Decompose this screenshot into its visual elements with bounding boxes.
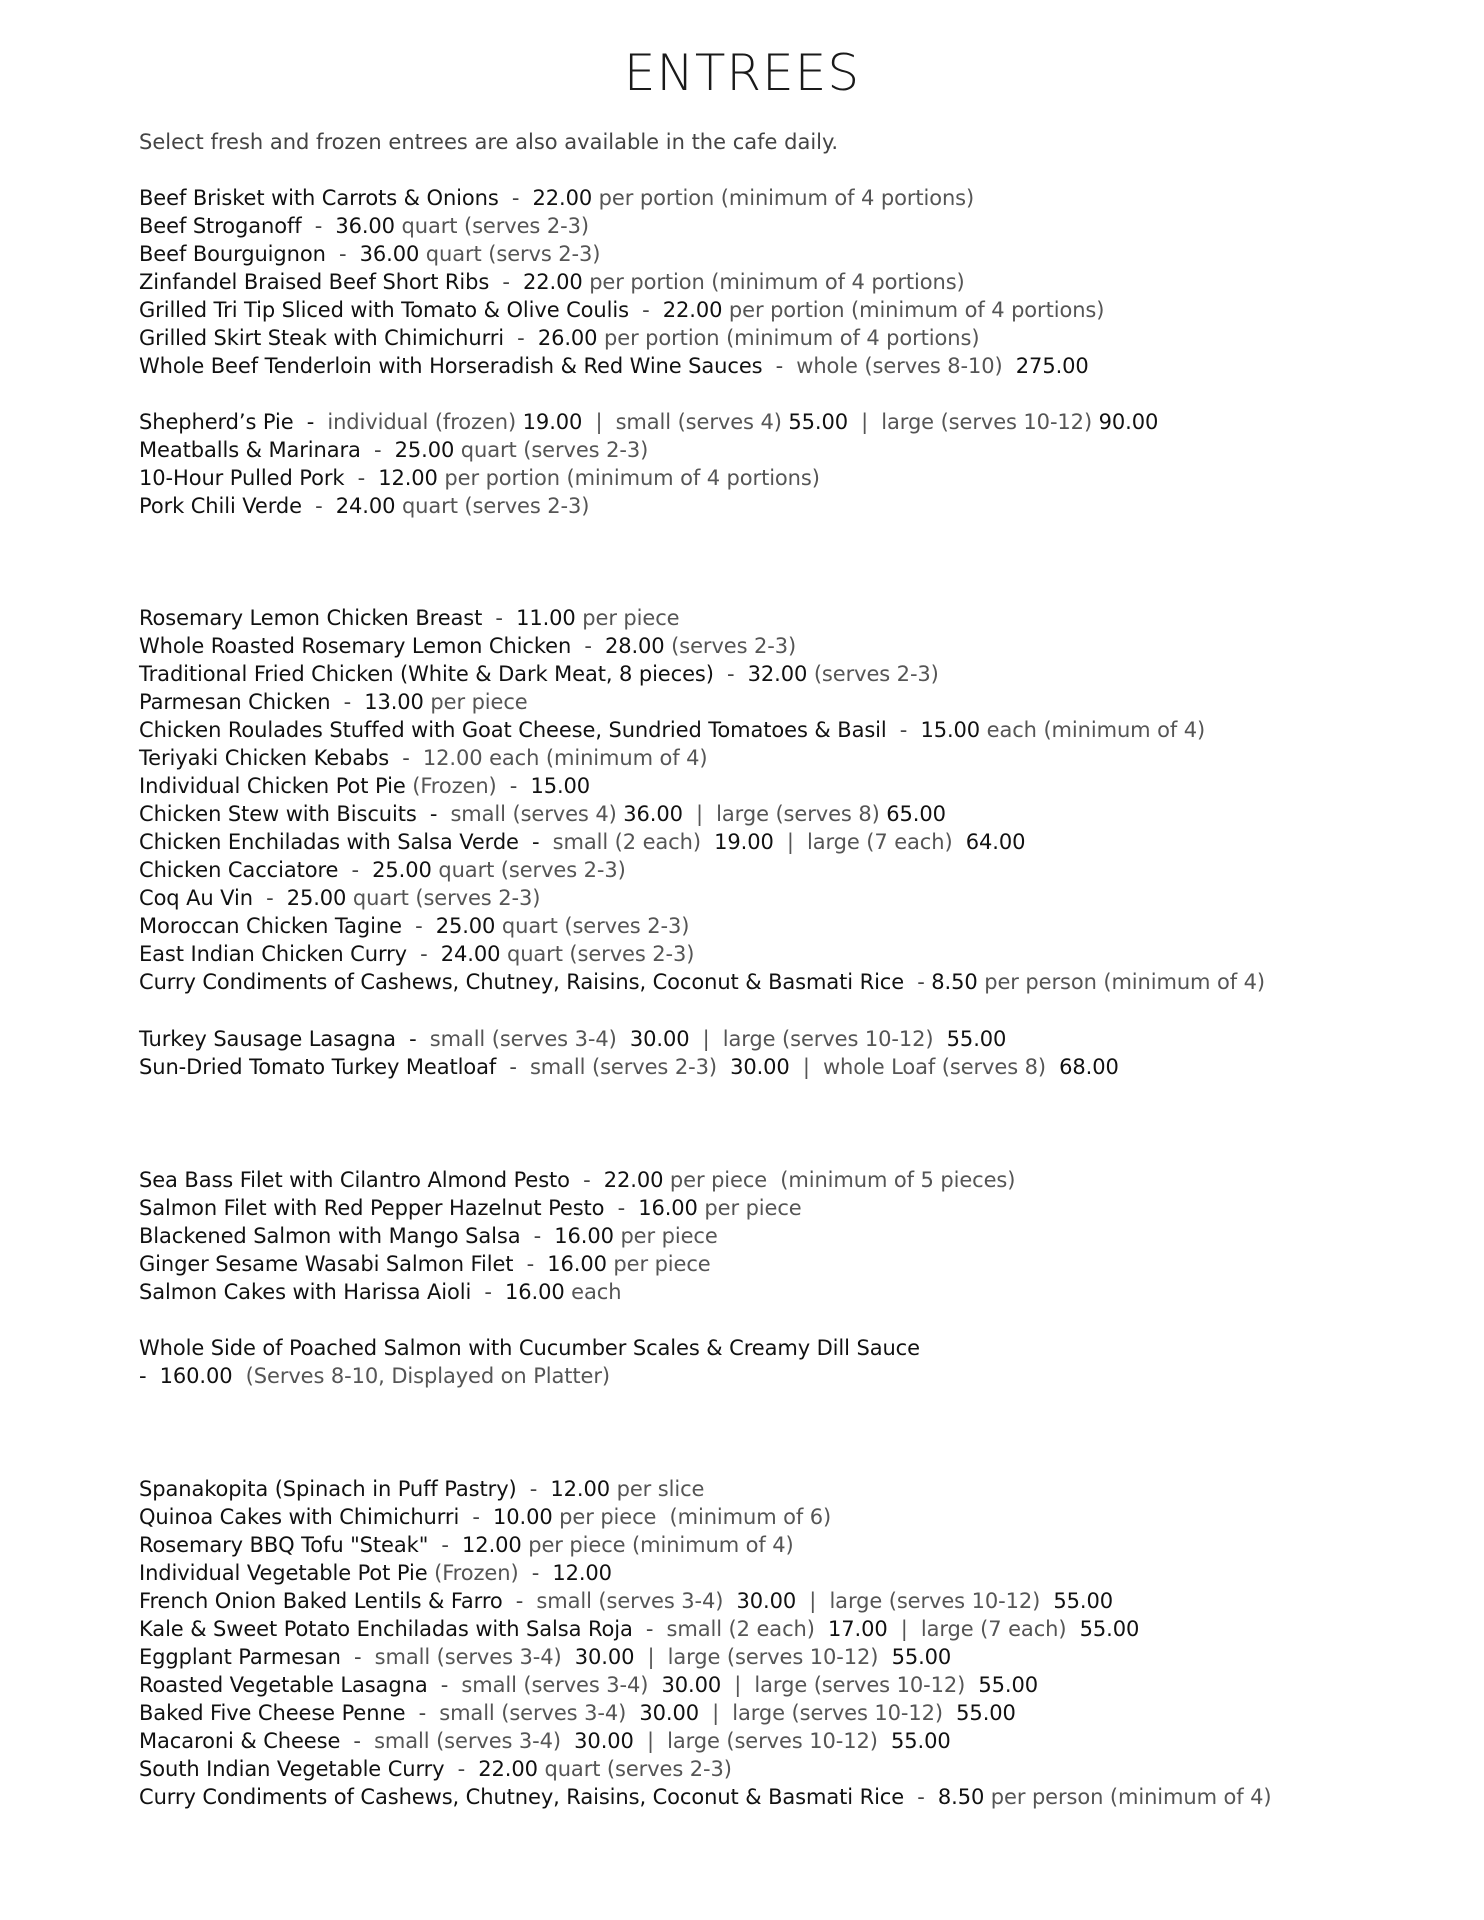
item-name: Curry Condiments of Cashews, Chutney, Raisins, Coconut & Basmati Rice xyxy=(139,970,905,994)
item-name: Eggplant Parmesan xyxy=(139,1645,341,1669)
item-price: 17.00 xyxy=(827,1617,888,1641)
item-price: 55.00 xyxy=(788,410,848,434)
item-note: large (serves 8) xyxy=(716,802,887,826)
item-price: 30.00 xyxy=(639,1701,699,1725)
option-divider: | xyxy=(796,1589,830,1613)
item-price: 12.00 xyxy=(550,1477,611,1501)
item-price: 8.50 xyxy=(931,970,978,994)
item-name: Chicken Roulades Stuffed with Goat Cheese, Sundried Tomatoes & Basil xyxy=(139,718,887,742)
item-note: (Frozen) xyxy=(405,774,497,798)
menu-item xyxy=(139,1025,1469,1053)
item-separator: - xyxy=(471,1280,505,1304)
item-price: 12.00 xyxy=(552,1561,612,1585)
item-note: large (7 each) xyxy=(807,830,966,854)
item-price: 8.50 xyxy=(937,1785,985,1809)
item-separator: - xyxy=(516,1477,551,1501)
item-note: per piece xyxy=(613,1224,718,1248)
item-note: large (serves 10-12) xyxy=(732,1701,957,1725)
item-separator: - xyxy=(360,438,395,462)
menu-item xyxy=(139,268,1469,296)
menu-item xyxy=(139,352,1469,380)
menu-item xyxy=(139,1727,1469,1755)
item-price: 16.00 xyxy=(547,1252,607,1276)
item-name: Individual Vegetable Pot Pie xyxy=(139,1561,428,1585)
item-name: Individual Chicken Pot Pie xyxy=(139,774,406,798)
item-name: Teriyaki Chicken Kebabs xyxy=(139,746,390,770)
section-fish xyxy=(139,1166,1469,1306)
item-name: East Indian Chicken Curry xyxy=(139,942,407,966)
item-separator: - xyxy=(762,354,797,378)
option-divider: | xyxy=(887,1617,921,1641)
item-note: quart (serves 2-3) xyxy=(431,858,626,882)
item-name: Rosemary BBQ Tofu "Steak" xyxy=(139,1533,429,1557)
menu-item xyxy=(139,1362,1469,1390)
item-separator: - xyxy=(632,1617,667,1641)
item-separator: - xyxy=(502,1589,537,1613)
menu-item xyxy=(139,464,1469,492)
item-separator: - xyxy=(405,1701,440,1725)
option-divider: | xyxy=(773,830,807,854)
item-note: quart (serves 2-3) xyxy=(500,942,695,966)
item-price: 30.00 xyxy=(736,1589,797,1613)
item-price: 30.00 xyxy=(574,1729,634,1753)
item-name: Traditional Fried Chicken (White & Dark Meat, 8 pieces) xyxy=(139,662,714,686)
item-name: Whole Roasted Rosemary Lemon Chicken xyxy=(139,634,572,658)
item-separator: - xyxy=(904,970,932,994)
item-price: 22.00 xyxy=(478,1757,538,1781)
option-divider: | xyxy=(682,802,717,826)
item-name: Chicken Cacciatore xyxy=(139,858,339,882)
menu-item xyxy=(139,1531,1469,1559)
item-name: 10-Hour Pulled Pork xyxy=(139,466,345,490)
item-separator: - xyxy=(904,1785,938,1809)
menu-item xyxy=(139,968,1469,996)
item-name: Curry Condiments of Cashews, Chutney, Raisins, Coconut & Basmati Rice xyxy=(139,1785,905,1809)
item-note: per piece xyxy=(697,1196,802,1220)
menu-item xyxy=(139,1559,1469,1587)
item-separator: - xyxy=(886,718,921,742)
item-note: small (serves 3-4) xyxy=(374,1645,575,1669)
item-note: small (serves 4) xyxy=(450,802,624,826)
menu-item xyxy=(139,296,1469,324)
option-divider: | xyxy=(789,1055,823,1079)
item-note: per portion (minimum of 4 portions) xyxy=(582,270,965,294)
item-name: Zinfandel Braised Beef Short Ribs xyxy=(139,270,490,294)
item-name: Grilled Skirt Steak with Chimichurri xyxy=(139,326,505,350)
menu-item xyxy=(139,688,1469,716)
item-note: per piece (minimum of 4) xyxy=(521,1533,794,1557)
item-separator: - xyxy=(338,858,373,882)
section-chicken xyxy=(139,604,1469,996)
item-price: 30.00 xyxy=(661,1673,722,1697)
item-name: Kale & Sweet Potato Enchiladas with Salsa Roja xyxy=(139,1617,633,1641)
item-price: 64.00 xyxy=(965,830,1026,854)
menu-item xyxy=(139,856,1469,884)
item-note: small (serves 3-4) xyxy=(536,1589,737,1613)
menu-item xyxy=(139,632,1469,660)
item-separator: - xyxy=(520,1224,555,1248)
item-price: 12.00 xyxy=(462,1533,522,1557)
item-price: 30.00 xyxy=(629,1027,690,1051)
item-note: each xyxy=(564,1280,622,1304)
item-price: 22.00 xyxy=(662,298,723,322)
menu-item xyxy=(139,1503,1469,1531)
option-divider: | xyxy=(634,1645,668,1669)
item-price: 36.00 xyxy=(359,242,420,266)
item-price: 24.00 xyxy=(440,942,501,966)
menu-item xyxy=(139,1250,1469,1278)
item-price: 30.00 xyxy=(730,1055,790,1079)
item-note: whole (serves 8-10) xyxy=(796,354,1016,378)
item-price: 55.00 xyxy=(891,1645,952,1669)
item-separator: - xyxy=(569,1168,604,1192)
item-price: 26.00 xyxy=(537,326,598,350)
item-separator: - xyxy=(406,942,441,966)
item-name: Sea Bass Filet with Cilantro Almond Pesto xyxy=(139,1168,570,1192)
item-name: Baked Five Cheese Penne xyxy=(139,1701,406,1725)
item-name: Salmon Filet with Red Pepper Hazelnut Pesto xyxy=(139,1196,605,1220)
item-note: per person (minimum of 4) xyxy=(977,970,1265,994)
option-divider: | xyxy=(633,1729,668,1753)
item-price: 55.00 xyxy=(956,1701,1016,1725)
item-name: Beef Bourguignon xyxy=(139,242,326,266)
item-note: quart (serves 2-3) xyxy=(394,214,589,238)
item-price: 10.00 xyxy=(492,1505,553,1529)
menu-item xyxy=(139,1166,1469,1194)
item-separator: - xyxy=(504,326,538,350)
menu-item xyxy=(139,1699,1469,1727)
item-note: per piece xyxy=(575,606,680,630)
menu-item xyxy=(139,884,1469,912)
item-price: 55.00 xyxy=(1079,1617,1140,1641)
item-note: small (serves 3-4) xyxy=(439,1701,640,1725)
menu-item xyxy=(139,660,1469,688)
menu-item xyxy=(139,212,1469,240)
item-note: large (serves 10-12) xyxy=(667,1645,892,1669)
item-separator: - xyxy=(325,242,360,266)
menu-item xyxy=(139,1783,1469,1811)
menu-item xyxy=(139,492,1469,520)
item-name: - xyxy=(395,1027,430,1051)
item-note: quart (serves 2-3) xyxy=(537,1757,732,1781)
item-separator: - xyxy=(513,1252,548,1276)
item-note: (serves 2-3) xyxy=(664,634,797,658)
item-note: large (serves 10-12) xyxy=(722,1027,947,1051)
item-separator: - xyxy=(496,774,531,798)
item-separator: - xyxy=(301,214,336,238)
item-price: 24.00 xyxy=(335,494,396,518)
item-name: Sun-Dried Tomato Turkey Meatloaf xyxy=(139,1055,497,1079)
item-price: 12.00 xyxy=(378,466,438,490)
item-note: small (serves 3-4) xyxy=(374,1729,575,1753)
menu-item xyxy=(139,1334,1469,1362)
menu-item xyxy=(139,604,1469,632)
menu-item xyxy=(139,1194,1469,1222)
menu-item xyxy=(139,912,1469,940)
intro-text: Select fresh and frozen entrees are also available in the cafe daily. xyxy=(139,130,839,154)
item-note: individual (frozen) xyxy=(327,410,523,434)
item-price: 13.00 xyxy=(364,690,424,714)
item-note: small (serves 3-4) xyxy=(461,1673,662,1697)
item-name: Spanakopita (Spinach in Puff Pastry) xyxy=(139,1477,517,1501)
item-separator: - xyxy=(604,1196,639,1220)
menu-item xyxy=(139,184,1469,212)
item-price: 160.00 xyxy=(159,1364,233,1388)
item-name: Moroccan Chicken Tagine xyxy=(139,914,402,938)
item-note: quart (serves 2-3) xyxy=(454,438,649,462)
item-separator: - xyxy=(330,690,365,714)
option-divider: | xyxy=(721,1673,755,1697)
menu-item xyxy=(139,1222,1469,1250)
item-name: Rosemary Lemon Chicken Breast xyxy=(139,606,483,630)
menu-item xyxy=(139,1278,1469,1306)
item-price: 275.00 xyxy=(1015,354,1089,378)
item-price: 28.00 xyxy=(604,634,665,658)
menu-item xyxy=(139,1053,1469,1081)
item-separator: - xyxy=(713,662,748,686)
item-name: Quinoa Cakes with Chimichurri xyxy=(139,1505,460,1529)
item-note: (Frozen) xyxy=(427,1561,519,1585)
item-price: 55.00 xyxy=(1053,1589,1113,1613)
item-price: 11.00 xyxy=(516,606,576,630)
section-salmon-side xyxy=(139,1334,1469,1390)
item-separator: - xyxy=(518,1561,553,1585)
menu-item xyxy=(139,716,1469,744)
item-note: (Serves 8-10, Displayed on Platter) xyxy=(232,1364,610,1388)
item-price: 25.00 xyxy=(286,886,347,910)
item-separator: - xyxy=(498,186,533,210)
item-price: 16.00 xyxy=(638,1196,698,1220)
item-price: 16.00 xyxy=(504,1280,565,1304)
menu-item xyxy=(139,1587,1469,1615)
item-name: Pork Chili Verde xyxy=(139,494,302,518)
option-divider: | xyxy=(689,1027,723,1051)
item-name: - xyxy=(139,1364,160,1388)
item-note: large (serves 10-12) xyxy=(667,1729,891,1753)
menu-item xyxy=(139,744,1469,772)
item-note: small (serves 2-3) xyxy=(529,1055,731,1079)
menu-item xyxy=(139,800,1469,828)
item-note: each (minimum of 4) xyxy=(980,718,1206,742)
item-price: 30.00 xyxy=(574,1645,635,1669)
item-note: per portion (minimum of 4 portions) xyxy=(597,326,980,350)
item-separator: - xyxy=(496,1055,530,1079)
item-price: 25.00 xyxy=(372,858,432,882)
menu-item xyxy=(139,828,1469,856)
menu-item xyxy=(139,1615,1469,1643)
item-price: 15.00 xyxy=(920,718,981,742)
item-separator: - xyxy=(427,1673,462,1697)
item-separator: - xyxy=(459,1505,493,1529)
item-price: 25.00 xyxy=(394,438,455,462)
item-note: large (serves 10-12) xyxy=(829,1589,1054,1613)
item-note: per person (minimum of 4) xyxy=(984,1785,1272,1809)
item-note: 12.00 each (minimum of 4) xyxy=(422,746,708,770)
item-separator: - xyxy=(571,634,605,658)
menu-item xyxy=(139,1475,1469,1503)
item-name: Beef Brisket with Carrots & Onions xyxy=(139,186,499,210)
item-name: Chicken Stew with Biscuits xyxy=(139,802,417,826)
item-note: quart (serves 2-3) xyxy=(346,886,541,910)
menu-item xyxy=(139,1671,1469,1699)
item-note: per piece xyxy=(606,1252,711,1276)
item-name: Roasted Vegetable Lasagna xyxy=(139,1673,428,1697)
menu-item xyxy=(139,436,1469,464)
item-name: South Indian Vegetable Curry xyxy=(139,1757,445,1781)
option-divider: | xyxy=(582,410,616,434)
item-note: per piece (minimum of 5 pieces) xyxy=(663,1168,1016,1192)
item-note: large (serves 10-12) xyxy=(754,1673,979,1697)
item-price: 19.00 xyxy=(522,410,583,434)
item-note: large (serves 10-12) xyxy=(881,410,1099,434)
item-note: per piece (minimum of 6) xyxy=(552,1505,832,1529)
item-separator: - xyxy=(482,606,517,630)
item-price: 55.00 xyxy=(978,1673,1038,1697)
item-price: 15.00 xyxy=(530,774,591,798)
item-separator: - xyxy=(301,494,336,518)
item-name: - xyxy=(518,830,553,854)
item-price: 55.00 xyxy=(891,1729,951,1753)
item-price: 25.00 xyxy=(435,914,496,938)
item-price: 55.00 xyxy=(946,1027,1007,1051)
item-note: quart (serves 2-3) xyxy=(395,494,590,518)
menu-item xyxy=(139,1755,1469,1783)
menu-item xyxy=(139,940,1469,968)
menu-item xyxy=(139,1643,1469,1671)
section-pork xyxy=(139,408,1469,520)
item-separator: - xyxy=(252,886,287,910)
item-price: 22.00 xyxy=(603,1168,664,1192)
item-separator: - xyxy=(444,1757,479,1781)
item-note: whole Loaf (serves 8) xyxy=(822,1055,1060,1079)
item-name: Macaroni & Cheese xyxy=(139,1729,341,1753)
item-price: 16.00 xyxy=(554,1224,614,1248)
item-price: 36.00 xyxy=(335,214,395,238)
item-note: (serves 2-3) xyxy=(807,662,939,686)
item-name: Whole Side of Poached Salmon with Cucumber Scales & Creamy Dill Sauce xyxy=(139,1336,920,1360)
item-note: small (serves 3-4) xyxy=(429,1027,630,1051)
item-separator: - xyxy=(340,1645,375,1669)
item-name: Grilled Tri Tip Sliced with Tomato & Olive Coulis xyxy=(139,298,629,322)
item-name: Ginger Sesame Wasabi Salmon Filet xyxy=(139,1252,514,1276)
item-separator: - xyxy=(489,270,523,294)
section-beef xyxy=(139,184,1469,380)
item-separator: - xyxy=(628,298,663,322)
item-note: per portion (minimum of 4 portions) xyxy=(437,466,820,490)
menu-item xyxy=(139,772,1469,800)
menu-item xyxy=(139,240,1469,268)
item-note: per portion (minimum of 4 portions) xyxy=(592,186,975,210)
item-name: Turkey Sausage Lasagna xyxy=(139,1027,396,1051)
item-note: large (7 each) xyxy=(920,1617,1080,1641)
page-title: ENTREES xyxy=(623,44,861,102)
item-name: Salmon Cakes with Harissa Aioli xyxy=(139,1280,472,1304)
item-note: quart (serves 2-3) xyxy=(495,914,690,938)
item-separator: - xyxy=(340,1729,375,1753)
menu-item xyxy=(139,324,1469,352)
item-price: 36.00 xyxy=(623,802,683,826)
section-vegetarian xyxy=(139,1475,1469,1811)
item-note: small (serves 4) xyxy=(615,410,789,434)
item-note: per piece xyxy=(423,690,528,714)
item-separator: - xyxy=(401,914,436,938)
item-note: quart (servs 2-3) xyxy=(419,242,601,266)
item-note: small (2 each) xyxy=(552,830,715,854)
item-price: 22.00 xyxy=(532,186,593,210)
item-price: 32.00 xyxy=(747,662,808,686)
item-price: 90.00 xyxy=(1098,410,1159,434)
item-price: 68.00 xyxy=(1059,1055,1119,1079)
item-name: Coq Au Vin xyxy=(139,886,253,910)
item-separator: - xyxy=(344,466,379,490)
item-name: Shepherd’s Pie xyxy=(139,410,294,434)
option-divider: | xyxy=(698,1701,733,1725)
item-note: per portion (minimum of 4 portions) xyxy=(722,298,1105,322)
item-price: 19.00 xyxy=(714,830,774,854)
item-name: Meatballs & Marinara xyxy=(139,438,361,462)
item-name: Parmesan Chicken xyxy=(139,690,331,714)
item-note: per slice xyxy=(610,1477,705,1501)
option-divider: | xyxy=(848,410,882,434)
item-note: small (2 each) xyxy=(666,1617,828,1641)
item-price: 65.00 xyxy=(886,802,946,826)
item-separator: - xyxy=(389,746,423,770)
item-name: Beef Stroganoff xyxy=(139,214,302,238)
item-name: - xyxy=(293,410,328,434)
menu-item xyxy=(139,408,1469,436)
section-turkey xyxy=(139,1025,1469,1081)
item-separator: - xyxy=(428,1533,463,1557)
item-name: - xyxy=(416,802,451,826)
item-name: French Onion Baked Lentils & Farro xyxy=(139,1589,503,1613)
item-name: Whole Beef Tenderloin with Horseradish & Red Wine Sauces xyxy=(139,354,763,378)
item-name: Blackened Salmon with Mango Salsa xyxy=(139,1224,521,1248)
item-price: 22.00 xyxy=(523,270,583,294)
item-name: Chicken Enchiladas with Salsa Verde xyxy=(139,830,519,854)
